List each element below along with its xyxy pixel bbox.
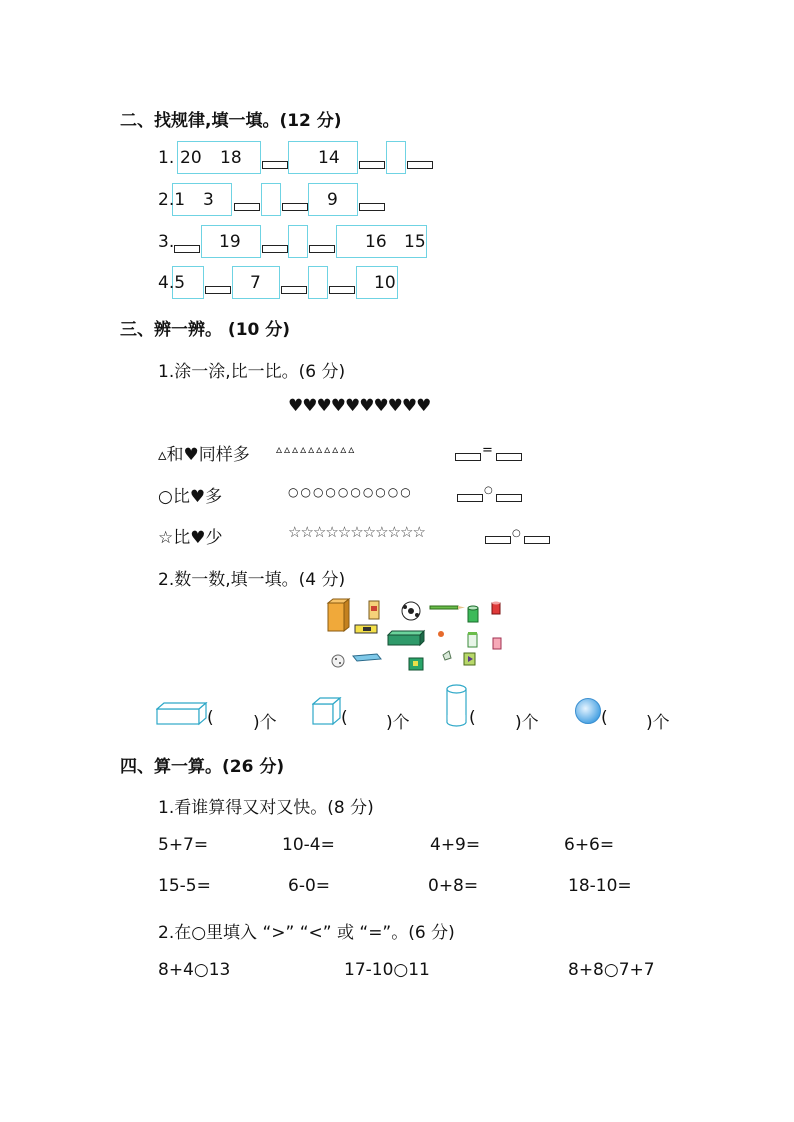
milk-carton-icon — [369, 601, 379, 619]
row-3-blank[interactable] — [262, 245, 288, 253]
row-3-number: 3. — [158, 232, 175, 252]
row-3-value-a: 19 — [219, 232, 241, 252]
s3-q2-title: 2.数一数,填一填。(4 分) — [158, 570, 346, 590]
can-icon — [492, 602, 500, 615]
circle-row: ○○○○○○○○○○ — [288, 485, 413, 499]
row-4-blank[interactable] — [329, 286, 355, 294]
section-4-title: 四、算一算。(26 分) — [120, 757, 285, 777]
compare-row-1-label: ▵和♥同样多 — [158, 445, 250, 465]
compare-row-3-label: ☆比♥少 — [158, 528, 223, 548]
calc-item: 5+7= — [158, 835, 209, 855]
cuboid-icon — [156, 702, 208, 726]
cup-icon — [493, 638, 501, 649]
compare-row-1-blank-left[interactable] — [455, 453, 481, 461]
die-icon — [332, 655, 344, 667]
row-4-box-c — [308, 266, 328, 299]
row-1-blank[interactable] — [359, 161, 385, 169]
section-3-title: 三、辨一辨。 (10 分) — [120, 320, 291, 340]
s4-q1-title: 1.看谁算得又对又快。(8 分) — [158, 798, 374, 818]
compare-row-3-blank-left[interactable] — [485, 536, 511, 544]
gift-box-icon — [464, 653, 475, 665]
jar-icon — [468, 632, 477, 647]
row-4-blank[interactable] — [281, 286, 307, 294]
calc-item: 10-4= — [282, 835, 335, 855]
row-2-box-b — [261, 183, 281, 216]
calc-item: 0+8= — [428, 876, 479, 896]
row-2-blank[interactable] — [359, 203, 385, 211]
compare-row-2-symbol: ○ — [484, 485, 493, 496]
row-2-blank[interactable] — [234, 203, 260, 211]
row-3-box-b — [288, 225, 308, 258]
ball-icon — [402, 602, 420, 620]
row-1-value-b: 18 — [220, 148, 242, 168]
row-2-value-a: 3 — [203, 190, 214, 210]
calc-item: 15-5= — [158, 876, 211, 896]
cube-count-open: ( — [341, 708, 348, 728]
row-3-blank[interactable] — [174, 245, 200, 253]
row-2-value-b: 9 — [327, 190, 338, 210]
bottle-icon — [443, 651, 451, 660]
calc-item: 6-0= — [288, 876, 331, 896]
ruler-icon — [353, 654, 381, 661]
bead-icon — [438, 631, 444, 637]
eraser-icon — [355, 625, 377, 633]
cube-box-icon — [409, 658, 423, 670]
cylinder-count-close: )个 — [515, 713, 539, 733]
compare-item: 8+8○7+7 — [568, 960, 655, 980]
cylinder-icon — [445, 684, 469, 728]
compare-row-1-blank-right[interactable] — [496, 453, 522, 461]
sphere-icon — [574, 697, 602, 725]
calc-item: 18-10= — [568, 876, 632, 896]
section-2-title: 二、找规律,填一填。(12 分) — [120, 111, 342, 131]
sphere-count-open: ( — [601, 708, 608, 728]
row-1-box-c — [386, 141, 406, 174]
sphere-count-close: )个 — [646, 713, 670, 733]
pencil-case-icon — [388, 631, 424, 645]
cube-count-close: )个 — [386, 713, 410, 733]
s3-q1-title: 1.涂一涂,比一比。(6 分) — [158, 362, 346, 382]
row-1-blank[interactable] — [407, 161, 433, 169]
calc-item: 6+6= — [564, 835, 615, 855]
s4-q2-title: 2.在○里填入 “>” “<” 或 “=”。(6 分) — [158, 923, 455, 943]
row-2-blank[interactable] — [282, 203, 308, 211]
compare-row-2-label: ○比♥多 — [158, 487, 223, 507]
cylinder-count-open: ( — [469, 708, 476, 728]
compare-row-1-symbol: = — [482, 443, 493, 458]
row-1-value-c: 14 — [318, 148, 340, 168]
compare-item: 17-10○11 — [344, 960, 430, 980]
row-4-number: 4.5 — [158, 273, 186, 293]
row-3-value-b: 16 — [365, 232, 387, 252]
cuboid-count-close: )个 — [253, 713, 277, 733]
box-icon — [328, 599, 349, 631]
compare-row-2-blank-left[interactable] — [457, 494, 483, 502]
cube-icon — [312, 697, 342, 727]
cuboid-count-open: ( — [207, 708, 214, 728]
objects-illustration — [325, 598, 510, 676]
row-1-blank[interactable] — [262, 161, 288, 169]
compare-item: 8+4○13 — [158, 960, 231, 980]
row-4-value-b: 10 — [374, 273, 396, 293]
row-4-value-a: 7 — [250, 273, 261, 293]
compare-row-2-blank-right[interactable] — [496, 494, 522, 502]
hearts-row: ♥♥♥♥♥♥♥♥♥♥ — [288, 396, 431, 416]
row-4-blank[interactable] — [205, 286, 231, 294]
calc-item: 4+9= — [430, 835, 481, 855]
row-3-blank[interactable] — [309, 245, 335, 253]
row-1-number: 1. — [158, 148, 175, 168]
row-1-value-a: 20 — [180, 148, 202, 168]
can-icon — [468, 606, 478, 622]
row-2-number: 2.1 — [158, 190, 186, 210]
row-3-value-c: 15 — [404, 232, 426, 252]
pencil-icon — [430, 606, 465, 609]
compare-row-3-symbol: ○ — [512, 528, 521, 539]
star-row: ☆☆☆☆☆☆☆☆☆☆☆ — [288, 523, 425, 541]
triangle-row: ▵▵▵▵▵▵▵▵▵▵ — [276, 442, 357, 456]
compare-row-3-blank-right[interactable] — [524, 536, 550, 544]
